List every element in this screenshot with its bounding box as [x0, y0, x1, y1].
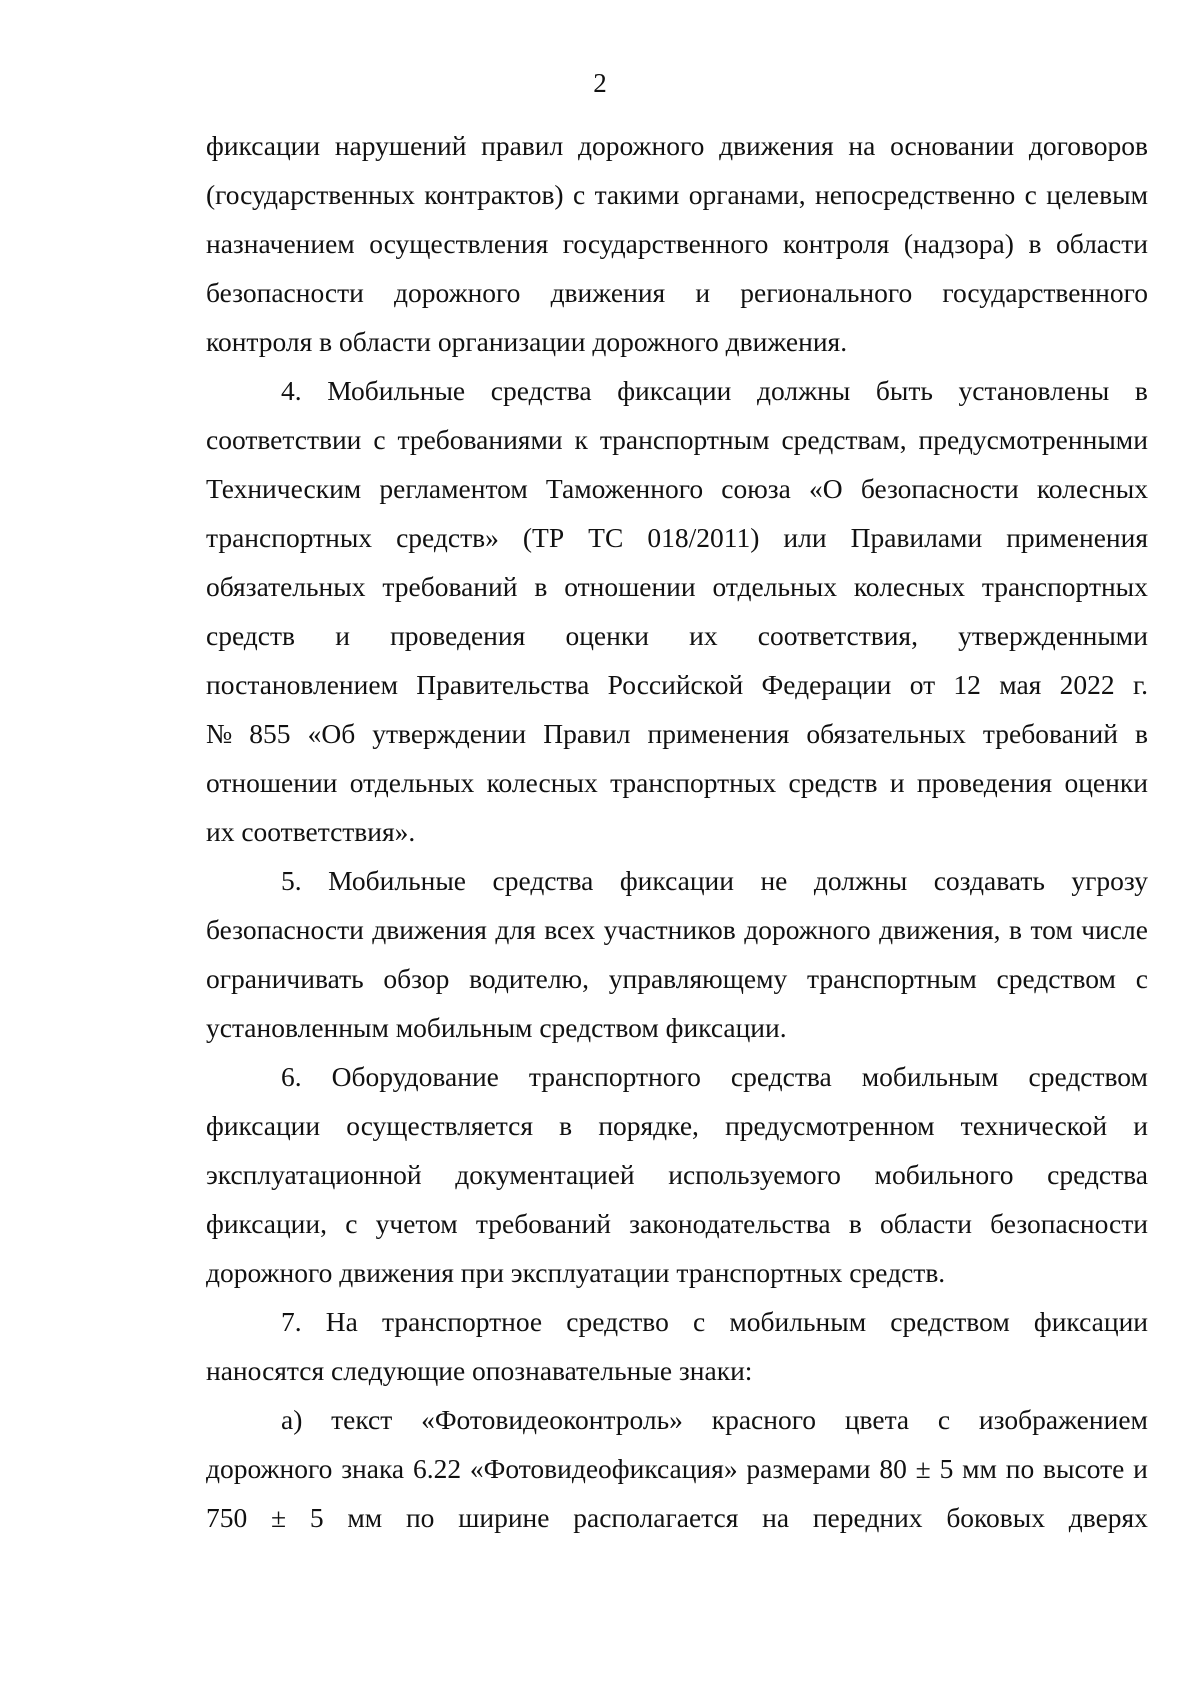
text-line: постановлением Правительства Российской Федерации от 12 мая 2022 г. — [206, 669, 1148, 700]
text-line: их соответствия». — [206, 816, 416, 847]
text-line: фиксации нарушений правил дорожного движения на основании договоров — [206, 130, 1148, 161]
text-line: эксплуатационной документацией используемого мобильного средства — [206, 1159, 1148, 1190]
text-line: установленным мобильным средством фиксации. — [206, 1012, 787, 1043]
text-line: а) текст «Фотовидеоконтроль» красного цвета с изображением — [281, 1404, 1148, 1435]
text-line: средств и проведения оценки их соответствия, утвержденными — [206, 620, 1148, 651]
text-line: контроля в области организации дорожного движения. — [206, 326, 848, 357]
text-line: ограничивать обзор водителю, управляющему транспортным средством с — [206, 963, 1148, 994]
text-line: фиксации осуществляется в порядке, предусмотренном технической и — [206, 1110, 1148, 1141]
text-line: фиксации, с учетом требований законодательства в области безопасности — [206, 1208, 1148, 1239]
text-line: дорожного знака 6.22 «Фотовидеофиксация» размерами 80 ± 5 мм по высоте и — [206, 1453, 1148, 1484]
text-line: дорожного движения при эксплуатации транспортных средств. — [206, 1257, 946, 1288]
text-line: обязательных требований в отношении отдельных колесных транспортных — [206, 571, 1148, 602]
text-line: наносятся следующие опознавательные знаки: — [206, 1355, 753, 1386]
text-line: Техническим регламентом Таможенного союза «О безопасности колесных — [206, 473, 1148, 504]
text-line: отношении отдельных колесных транспортных средств и проведения оценки — [206, 767, 1148, 798]
text-line: 4. Мобильные средства фиксации должны быть установлены в — [281, 375, 1148, 406]
document-body — [206, 121, 1148, 1542]
page-number: 2 — [593, 68, 607, 98]
text-line: назначением осуществления государственного контроля (надзора) в области — [206, 228, 1148, 259]
text-line: транспортных средств» (ТР ТС 018/2011) или Правилами применения — [206, 522, 1148, 553]
text-line: (государственных контрактов) с такими органами, непосредственно с целевым — [206, 179, 1148, 210]
text-line: 7. На транспортное средство с мобильным средством фиксации — [281, 1306, 1148, 1337]
text-line: соответствии с требованиями к транспортным средствам, предусмотренными — [206, 424, 1148, 455]
text-line: безопасности движения для всех участников дорожного движения, в том числе — [206, 914, 1148, 945]
text-line: 6. Оборудование транспортного средства мобильным средством — [281, 1061, 1148, 1092]
text-line: 750 ± 5 мм по ширине располагается на передних боковых дверях — [206, 1502, 1148, 1533]
text-line: 5. Мобильные средства фиксации не должны создавать угрозу — [281, 865, 1148, 896]
text-line: безопасности дорожного движения и регионального государственного — [206, 277, 1148, 308]
text-line: № 855 «Об утверждении Правил применения обязательных требований в — [206, 718, 1148, 749]
